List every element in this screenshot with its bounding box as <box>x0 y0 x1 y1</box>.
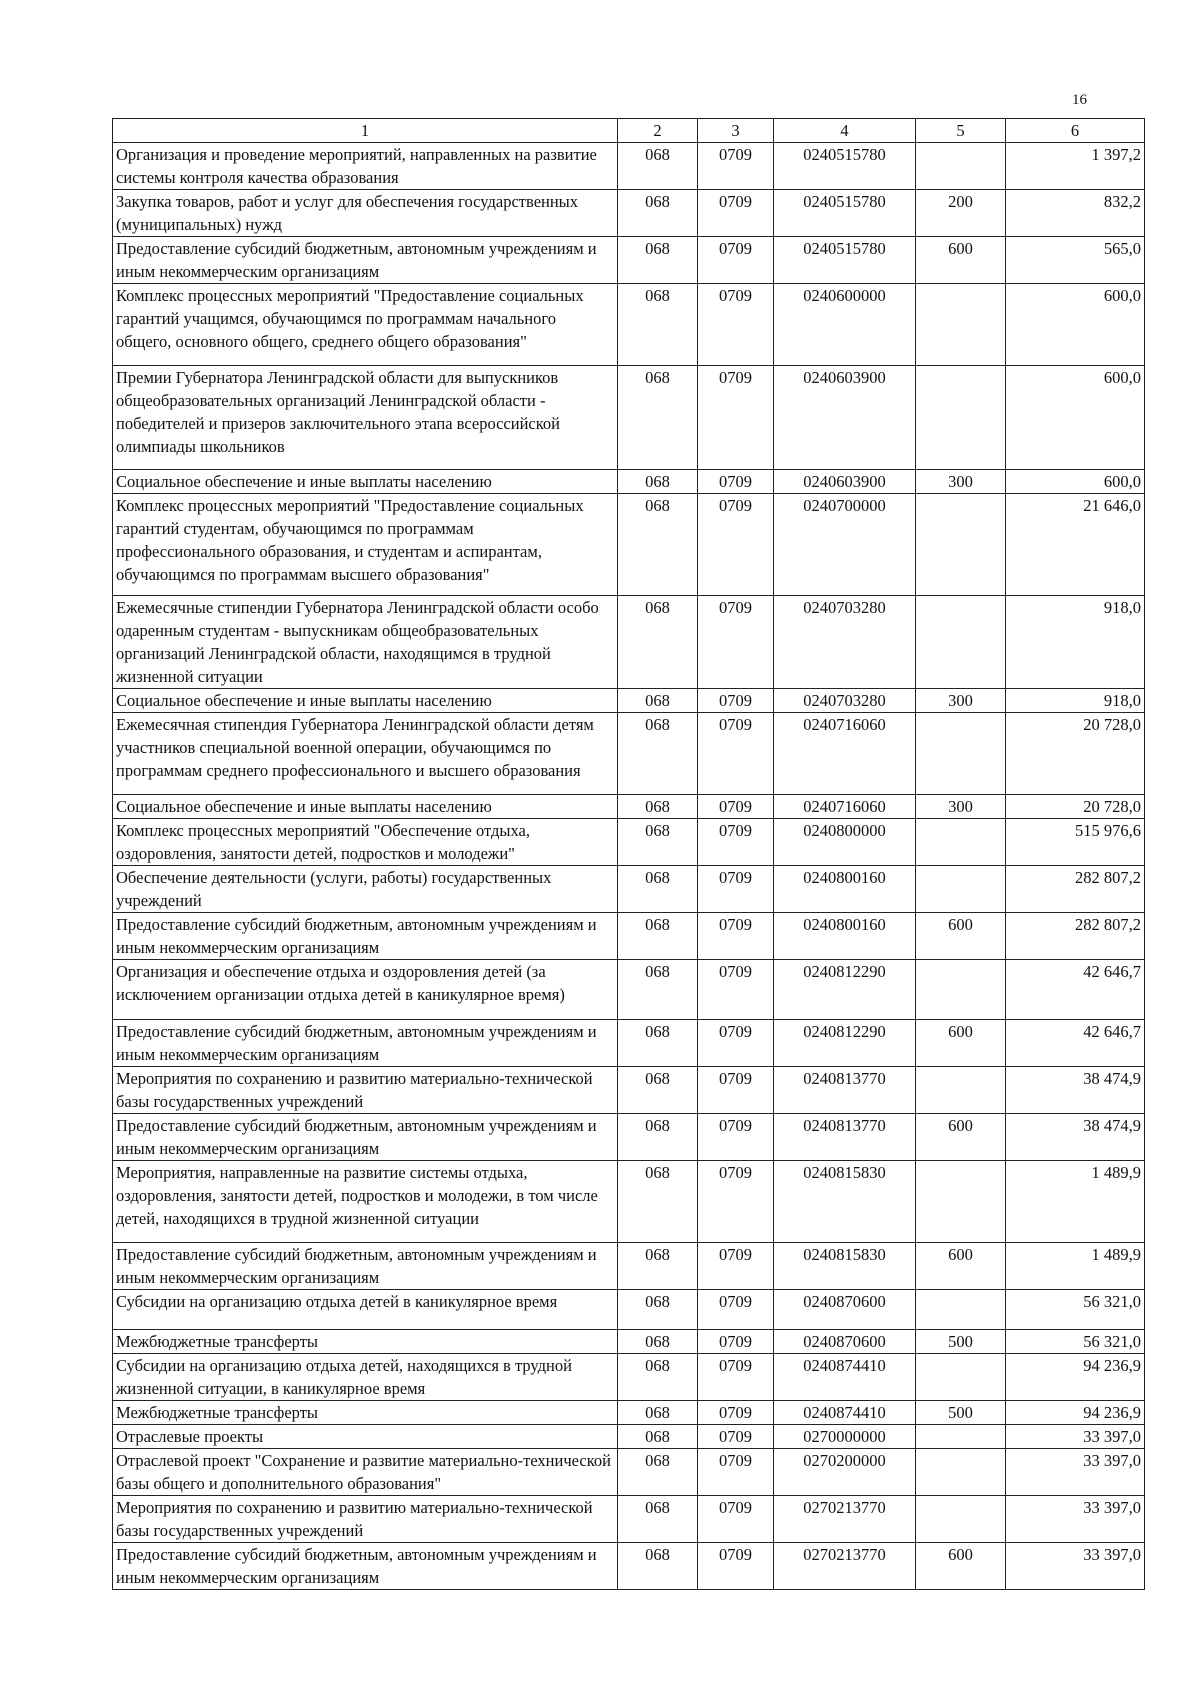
section-code: 0709 <box>698 237 774 284</box>
amount: 600,0 <box>1006 470 1145 494</box>
target-article-code: 0240874410 <box>774 1354 916 1401</box>
ministry-code: 068 <box>618 819 698 866</box>
target-article-code: 0270213770 <box>774 1543 916 1590</box>
amount: 282 807,2 <box>1006 913 1145 960</box>
table-row <box>113 1290 1145 1330</box>
row-name: Социальное обеспечение и иные выплаты населению <box>113 689 618 713</box>
ministry-code: 068 <box>618 1543 698 1590</box>
target-article-code: 0240600000 <box>774 284 916 366</box>
section-code: 0709 <box>698 1496 774 1543</box>
ministry-code: 068 <box>618 596 698 689</box>
row-name: Премии Губернатора Ленинградской области для выпускников общеобразовательных организаций Ленинградской области - победителей и призеров заключительного этапа всероссийской олимпиады школьников <box>113 366 618 470</box>
section-code: 0709 <box>698 1161 774 1243</box>
ministry-code: 068 <box>618 1354 698 1401</box>
table-row <box>113 819 1145 866</box>
amount: 20 728,0 <box>1006 795 1145 819</box>
row-name: Субсидии на организацию отдыха детей в каникулярное время <box>113 1290 618 1330</box>
target-article-code: 0270213770 <box>774 1496 916 1543</box>
budget-table <box>112 118 1145 1590</box>
section-code: 0709 <box>698 366 774 470</box>
amount: 600,0 <box>1006 366 1145 470</box>
row-name: Мероприятия по сохранению и развитию материально-технической базы государственных учреждений <box>113 1496 618 1543</box>
amount: 38 474,9 <box>1006 1067 1145 1114</box>
table-row <box>113 1161 1145 1243</box>
table-row <box>113 1330 1145 1354</box>
ministry-code: 068 <box>618 190 698 237</box>
target-article-code: 0270200000 <box>774 1449 916 1496</box>
expense-type-code: 600 <box>916 1243 1006 1290</box>
row-name: Предоставление субсидий бюджетным, автономным учреждениям и иным некоммерческим организациям <box>113 1020 618 1067</box>
target-article-code: 0240800160 <box>774 913 916 960</box>
section-code: 0709 <box>698 1354 774 1401</box>
row-name: Закупка товаров, работ и услуг для обеспечения государственных (муниципальных) нужд <box>113 190 618 237</box>
table-row <box>113 1496 1145 1543</box>
expense-type-code: 600 <box>916 1020 1006 1067</box>
section-code: 0709 <box>698 1401 774 1425</box>
section-code: 0709 <box>698 713 774 795</box>
expense-type-code <box>916 494 1006 596</box>
section-code: 0709 <box>698 1243 774 1290</box>
section-code: 0709 <box>698 819 774 866</box>
header-row <box>113 119 1145 143</box>
row-name: Комплекс процессных мероприятий "Предоставление социальных гарантий студентам, обучающимся по программам профессионального образования, и студентам и аспирантам, обучающимся по программам высшего образования" <box>113 494 618 596</box>
target-article-code: 0240813770 <box>774 1067 916 1114</box>
expense-type-code <box>916 866 1006 913</box>
row-name: Ежемесячные стипендии Губернатора Ленинградской области особо одаренным студентам - выпускникам общеобразовательных организаций Ленинградской области, находящимся в трудной жизненной ситуации <box>113 596 618 689</box>
table-row <box>113 1354 1145 1401</box>
table-row <box>113 1449 1145 1496</box>
amount: 832,2 <box>1006 190 1145 237</box>
table-row <box>113 1543 1145 1590</box>
ministry-code: 068 <box>618 713 698 795</box>
section-code: 0709 <box>698 913 774 960</box>
section-code: 0709 <box>698 1020 774 1067</box>
row-name: Предоставление субсидий бюджетным, автономным учреждениям и иным некоммерческим организациям <box>113 1543 618 1590</box>
table-row <box>113 913 1145 960</box>
amount: 20 728,0 <box>1006 713 1145 795</box>
amount: 1 489,9 <box>1006 1243 1145 1290</box>
page-number: 16 <box>1072 92 1087 108</box>
table-row <box>113 143 1145 190</box>
section-code: 0709 <box>698 1449 774 1496</box>
table-row <box>113 1020 1145 1067</box>
section-code: 0709 <box>698 1425 774 1449</box>
header-col-3: 3 <box>698 119 774 143</box>
header-col-4: 4 <box>774 119 916 143</box>
row-name: Предоставление субсидий бюджетным, автономным учреждениям и иным некоммерческим организациям <box>113 913 618 960</box>
target-article-code: 0240812290 <box>774 1020 916 1067</box>
table-row <box>113 1401 1145 1425</box>
ministry-code: 068 <box>618 494 698 596</box>
amount: 918,0 <box>1006 596 1145 689</box>
ministry-code: 068 <box>618 1496 698 1543</box>
row-name: Социальное обеспечение и иные выплаты населению <box>113 470 618 494</box>
row-name: Отраслевые проекты <box>113 1425 618 1449</box>
ministry-code: 068 <box>618 1401 698 1425</box>
expense-type-code <box>916 819 1006 866</box>
expense-type-code: 600 <box>916 913 1006 960</box>
expense-type-code: 600 <box>916 1114 1006 1161</box>
table-row <box>113 366 1145 470</box>
target-article-code: 0240515780 <box>774 143 916 190</box>
target-article-code: 0240812290 <box>774 960 916 1020</box>
ministry-code: 068 <box>618 866 698 913</box>
target-article-code: 0240800160 <box>774 866 916 913</box>
ministry-code: 068 <box>618 960 698 1020</box>
row-name: Мероприятия, направленные на развитие системы отдыха, оздоровления, занятости детей, подростков и молодежи, в том числе детей, находящихся в трудной жизненной ситуации <box>113 1161 618 1243</box>
target-article-code: 0240703280 <box>774 596 916 689</box>
section-code: 0709 <box>698 1114 774 1161</box>
expense-type-code: 300 <box>916 470 1006 494</box>
expense-type-code: 500 <box>916 1330 1006 1354</box>
ministry-code: 068 <box>618 1330 698 1354</box>
amount: 56 321,0 <box>1006 1290 1145 1330</box>
table-row <box>113 795 1145 819</box>
header-col-6: 6 <box>1006 119 1145 143</box>
amount: 33 397,0 <box>1006 1543 1145 1590</box>
row-name: Социальное обеспечение и иные выплаты населению <box>113 795 618 819</box>
ministry-code: 068 <box>618 143 698 190</box>
ministry-code: 068 <box>618 795 698 819</box>
amount: 21 646,0 <box>1006 494 1145 596</box>
target-article-code: 0240603900 <box>774 470 916 494</box>
section-code: 0709 <box>698 1543 774 1590</box>
table-row <box>113 1114 1145 1161</box>
table-row <box>113 1067 1145 1114</box>
expense-type-code: 300 <box>916 689 1006 713</box>
ministry-code: 068 <box>618 913 698 960</box>
target-article-code: 0240815830 <box>774 1161 916 1243</box>
target-article-code: 0240815830 <box>774 1243 916 1290</box>
row-name: Организация и проведение мероприятий, направленных на развитие системы контроля качества образования <box>113 143 618 190</box>
table-row <box>113 596 1145 689</box>
table-row <box>113 689 1145 713</box>
section-code: 0709 <box>698 470 774 494</box>
amount: 94 236,9 <box>1006 1401 1145 1425</box>
target-article-code: 0240813770 <box>774 1114 916 1161</box>
expense-type-code <box>916 713 1006 795</box>
ministry-code: 068 <box>618 237 698 284</box>
amount: 56 321,0 <box>1006 1330 1145 1354</box>
table-row <box>113 284 1145 366</box>
row-name: Ежемесячная стипендия Губернатора Ленинградской области детям участников специальной военной операции, обучающимся по программам среднего профессионального и высшего образования <box>113 713 618 795</box>
amount: 1 489,9 <box>1006 1161 1145 1243</box>
section-code: 0709 <box>698 1290 774 1330</box>
section-code: 0709 <box>698 596 774 689</box>
row-name: Субсидии на организацию отдыха детей, находящихся в трудной жизненной ситуации, в каникулярное время <box>113 1354 618 1401</box>
amount: 42 646,7 <box>1006 960 1145 1020</box>
ministry-code: 068 <box>618 1449 698 1496</box>
expense-type-code <box>916 1067 1006 1114</box>
row-name: Предоставление субсидий бюджетным, автономным учреждениям и иным некоммерческим организациям <box>113 1243 618 1290</box>
table-row <box>113 190 1145 237</box>
row-name: Мероприятия по сохранению и развитию материально-технической базы государственных учреждений <box>113 1067 618 1114</box>
ministry-code: 068 <box>618 1067 698 1114</box>
amount: 38 474,9 <box>1006 1114 1145 1161</box>
amount: 600,0 <box>1006 284 1145 366</box>
header-col-2: 2 <box>618 119 698 143</box>
target-article-code: 0270000000 <box>774 1425 916 1449</box>
target-article-code: 0240700000 <box>774 494 916 596</box>
amount: 33 397,0 <box>1006 1425 1145 1449</box>
amount: 565,0 <box>1006 237 1145 284</box>
table-row <box>113 470 1145 494</box>
row-name: Предоставление субсидий бюджетным, автономным учреждениям и иным некоммерческим организациям <box>113 237 618 284</box>
ministry-code: 068 <box>618 1425 698 1449</box>
target-article-code: 0240800000 <box>774 819 916 866</box>
ministry-code: 068 <box>618 1161 698 1243</box>
expense-type-code <box>916 1496 1006 1543</box>
row-name: Комплекс процессных мероприятий "Обеспечение отдыха, оздоровления, занятости детей, подростков и молодежи" <box>113 819 618 866</box>
ministry-code: 068 <box>618 284 698 366</box>
section-code: 0709 <box>698 1067 774 1114</box>
expense-type-code: 600 <box>916 1543 1006 1590</box>
table-row <box>113 494 1145 596</box>
ministry-code: 068 <box>618 1243 698 1290</box>
ministry-code: 068 <box>618 1020 698 1067</box>
ministry-code: 068 <box>618 470 698 494</box>
section-code: 0709 <box>698 190 774 237</box>
amount: 42 646,7 <box>1006 1020 1145 1067</box>
expense-type-code <box>916 284 1006 366</box>
amount: 33 397,0 <box>1006 1496 1145 1543</box>
section-code: 0709 <box>698 143 774 190</box>
amount: 94 236,9 <box>1006 1354 1145 1401</box>
amount: 515 976,6 <box>1006 819 1145 866</box>
expense-type-code: 200 <box>916 190 1006 237</box>
row-name: Комплекс процессных мероприятий "Предоставление социальных гарантий учащимся, обучающимся по программам начального общего, основного общего, среднего общего образования" <box>113 284 618 366</box>
expense-type-code <box>916 1425 1006 1449</box>
amount: 282 807,2 <box>1006 866 1145 913</box>
header-col-5: 5 <box>916 119 1006 143</box>
row-name: Организация и обеспечение отдыха и оздоровления детей (за исключением организации отдыха детей в каникулярное время) <box>113 960 618 1020</box>
section-code: 0709 <box>698 1330 774 1354</box>
table-body <box>113 143 1145 1590</box>
table-row <box>113 237 1145 284</box>
target-article-code: 0240716060 <box>774 713 916 795</box>
target-article-code: 0240703280 <box>774 689 916 713</box>
row-name: Предоставление субсидий бюджетным, автономным учреждениям и иным некоммерческим организациям <box>113 1114 618 1161</box>
expense-type-code: 600 <box>916 237 1006 284</box>
target-article-code: 0240515780 <box>774 190 916 237</box>
expense-type-code: 300 <box>916 795 1006 819</box>
table-row <box>113 866 1145 913</box>
table-row <box>113 1243 1145 1290</box>
section-code: 0709 <box>698 866 774 913</box>
expense-type-code <box>916 1290 1006 1330</box>
row-name: Отраслевой проект "Сохранение и развитие материально-технической базы общего и дополнительного образования" <box>113 1449 618 1496</box>
section-code: 0709 <box>698 494 774 596</box>
target-article-code: 0240716060 <box>774 795 916 819</box>
table-row <box>113 960 1145 1020</box>
amount: 1 397,2 <box>1006 143 1145 190</box>
target-article-code: 0240515780 <box>774 237 916 284</box>
ministry-code: 068 <box>618 1290 698 1330</box>
amount: 33 397,0 <box>1006 1449 1145 1496</box>
ministry-code: 068 <box>618 689 698 713</box>
expense-type-code <box>916 596 1006 689</box>
table-row <box>113 1425 1145 1449</box>
expense-type-code <box>916 1449 1006 1496</box>
section-code: 0709 <box>698 689 774 713</box>
row-name: Обеспечение деятельности (услуги, работы) государственных учреждений <box>113 866 618 913</box>
expense-type-code: 500 <box>916 1401 1006 1425</box>
section-code: 0709 <box>698 960 774 1020</box>
expense-type-code <box>916 366 1006 470</box>
row-name: Межбюджетные трансферты <box>113 1330 618 1354</box>
row-name: Межбюджетные трансферты <box>113 1401 618 1425</box>
target-article-code: 0240870600 <box>774 1330 916 1354</box>
section-code: 0709 <box>698 795 774 819</box>
target-article-code: 0240870600 <box>774 1290 916 1330</box>
expense-type-code <box>916 1354 1006 1401</box>
section-code: 0709 <box>698 284 774 366</box>
expense-type-code <box>916 960 1006 1020</box>
ministry-code: 068 <box>618 366 698 470</box>
target-article-code: 0240874410 <box>774 1401 916 1425</box>
target-article-code: 0240603900 <box>774 366 916 470</box>
amount: 918,0 <box>1006 689 1145 713</box>
expense-type-code <box>916 1161 1006 1243</box>
ministry-code: 068 <box>618 1114 698 1161</box>
table-row <box>113 713 1145 795</box>
expense-type-code <box>916 143 1006 190</box>
header-col-1: 1 <box>113 119 618 143</box>
